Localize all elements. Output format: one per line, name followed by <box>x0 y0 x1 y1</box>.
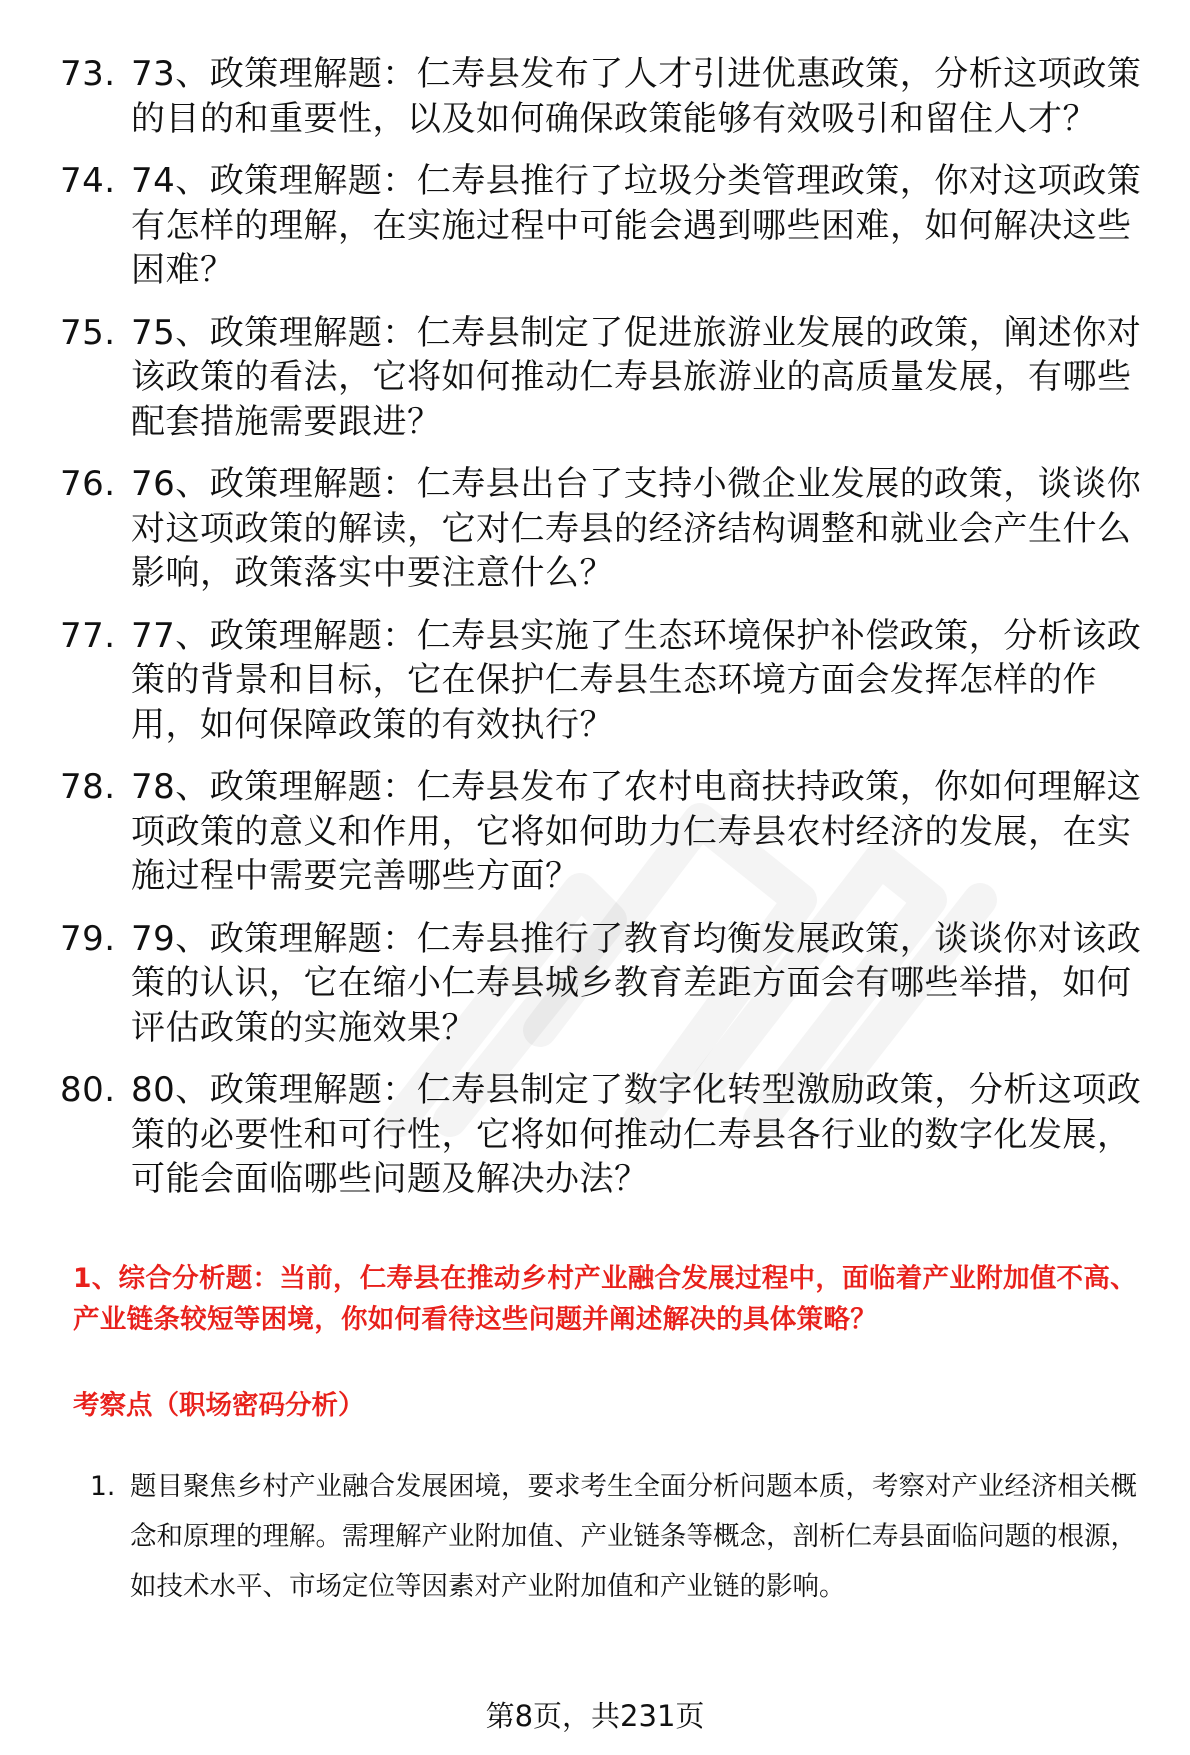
question-item <box>60 765 1160 899</box>
question-item <box>60 159 1160 293</box>
point-text: 题目聚焦乡村产业融合发展困境，要求考生全面分析问题本质，考察对产业经济相关概念和原理的理解。需理解产业附加值、产业链条等概念，剖析仁寿县面临问题的根源，如技术水平、市场定位等因素对产业附加值和产业链的影响。 <box>130 1471 1137 1602</box>
point-number: 1. <box>90 1471 116 1502</box>
question-list <box>60 52 1160 1220</box>
question-number: 73. <box>60 54 116 94</box>
question-text: 80、政策理解题：仁寿县制定了数字化转型激励政策，分析这项政策的必要性和可行性，它将如何推动仁寿县各行业的数字化发展，可能会面临哪些问题及解决办法？ <box>131 1070 1142 1199</box>
question-number: 77. <box>60 615 116 656</box>
question-text: 75、政策理解题：仁寿县制定了促进旅游业发展的政策，阐述你对该政策的看法，它将如何推动仁寿县旅游业的高质量发展，有哪些配套措施需要跟进？ <box>131 312 1142 442</box>
question-number: 75. <box>60 312 116 353</box>
question-item <box>60 462 1160 596</box>
section-title: 考察点（职场密码分析） <box>73 1390 365 1421</box>
question-item <box>60 614 1160 748</box>
question-number: 79. <box>60 918 116 959</box>
question-text: 73、政策理解题：仁寿县发布了人才引进优惠政策，分析这项政策的目的和重要性，以及如何确保政策能够有效吸引和留住人才？ <box>131 54 1142 139</box>
question-number: 74. <box>60 161 116 201</box>
question-item <box>60 311 1160 445</box>
page-footer: 第8页，共231页 <box>485 1699 705 1733</box>
point-item <box>90 1462 1160 1612</box>
question-text: 79、政策理解题：仁寿县推行了教育均衡发展政策，谈谈你对该政策的认识，它在缩小仁寿县城乡教育差距方面会有哪些举措，如何评估政策的实施效果？ <box>131 918 1142 1048</box>
question-number: 80. <box>60 1070 116 1110</box>
question-item <box>60 52 1160 141</box>
analysis-question: 1、综合分析题：当前，仁寿县在推动乡村产业融合发展过程中，面临着产业附加值不高、产业链条较短等困境，你如何看待这些问题并阐述解决的具体策略？ <box>73 1263 1137 1335</box>
question-text: 77、政策理解题：仁寿县实施了生态环境保护补偿政策，分析该政策的背景和目标，它在保护仁寿县生态环境方面会发挥怎样的作用，如何保障政策的有效执行？ <box>131 615 1142 745</box>
question-text: 78、政策理解题：仁寿县发布了农村电商扶持政策，你如何理解这项政策的意义和作用，它将如何助力仁寿县农村经济的发展，在实施过程中需要完善哪些方面？ <box>131 767 1142 896</box>
question-number: 78. <box>60 767 116 807</box>
question-number: 76. <box>60 464 116 504</box>
question-item <box>60 1068 1160 1202</box>
question-text: 76、政策理解题：仁寿县出台了支持小微企业发展的政策，谈谈你对这项政策的解读，它对仁寿县的经济结构调整和就业会产生什么影响，政策落实中要注意什么？ <box>131 464 1142 593</box>
analysis-points <box>90 1462 1160 1612</box>
question-item <box>60 917 1160 1051</box>
question-text: 74、政策理解题：仁寿县推行了垃圾分类管理政策，你对这项政策有怎样的理解，在实施过程中可能会遇到哪些困难，如何解决这些困难？ <box>131 161 1142 290</box>
